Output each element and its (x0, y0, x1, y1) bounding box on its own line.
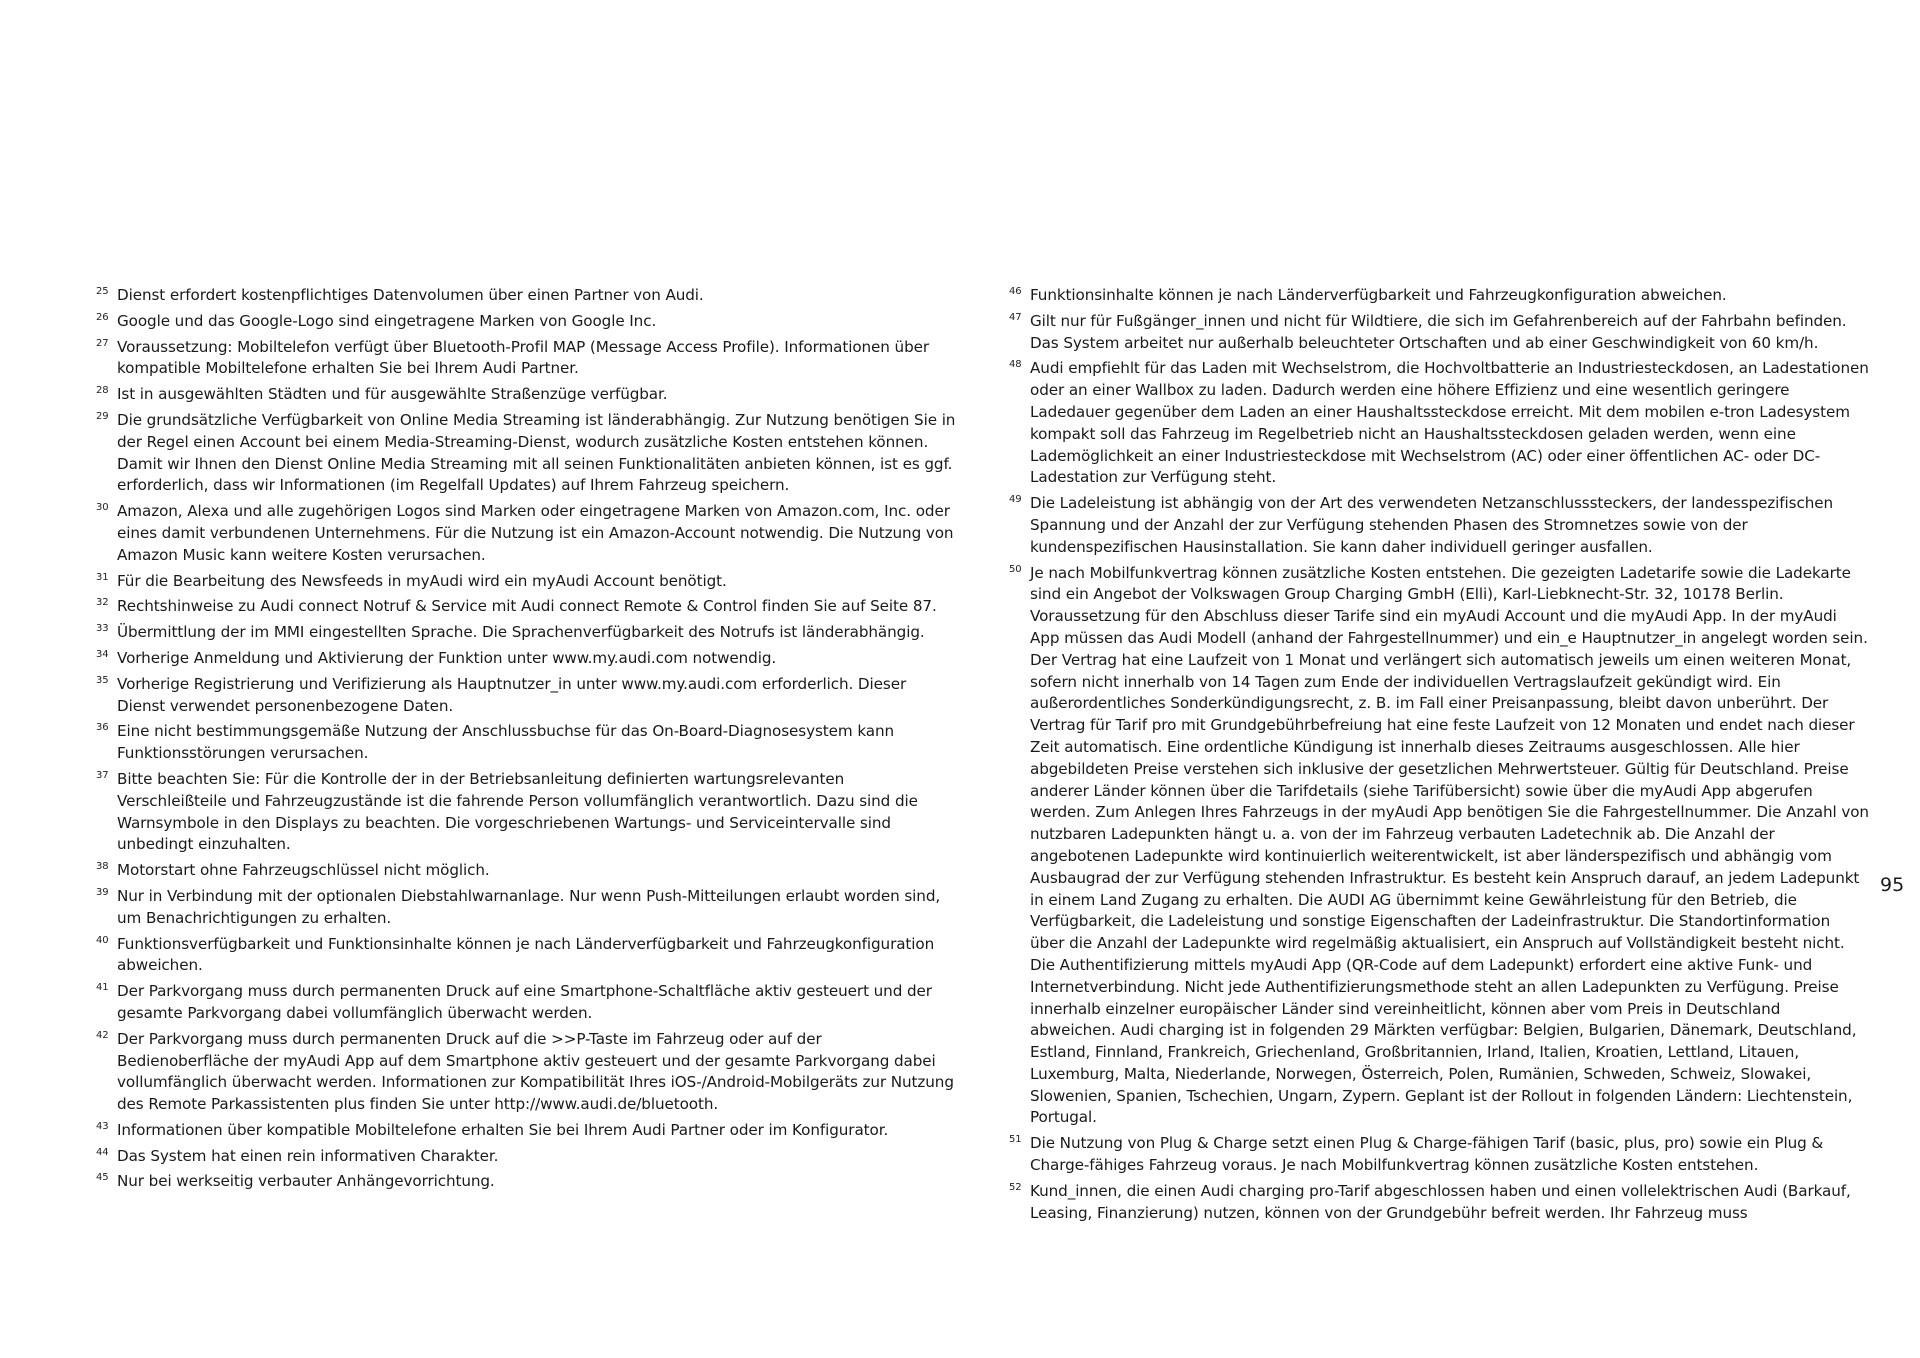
footnote-number: 41 (96, 982, 109, 994)
footnote-number: 29 (96, 410, 109, 422)
footnote-text: Der Parkvorgang muss durch permanenten Druck auf die >>P-Taste im Fahrzeug oder auf der Bedienoberfläche der myAudi App auf dem Smartphone aktiv gesteuert und der gesamte Parkvorgang dabei vollumfänglich überwacht werden. Informationen zur Kompatibilität Ihres iOS-/Android-Mobilgeräts zur Nutzung des Remote Parkassistenten plus finden Sie unter http://www.audi.de/bluetooth. (117, 1029, 954, 1114)
footnote-text: Vorherige Registrierung und Verifizierung als Hauptnutzer_in unter www.my.audi.com erforderlich. Dieser Dienst verwendet personenbezogene Daten. (117, 674, 907, 715)
footnote-46 (1009, 285, 1869, 307)
footnote-number: 48 (1009, 359, 1022, 371)
footnote-number: 51 (1009, 1134, 1022, 1146)
footnote-text: Eine nicht bestimmungsgemäße Nutzung der Anschlussbuchse für das On-Board-Diagnosesystem kann Funktionsstörungen verursachen. (117, 722, 895, 763)
footnote-number: 49 (1009, 494, 1022, 506)
footnote-text: Funktionsverfügbarkeit und Funktionsinhalte können je nach Länderverfügbarkeit und Fahrzeugkonfiguration abweichen. (117, 934, 935, 975)
footnote-number: 43 (96, 1120, 109, 1132)
footnote-47 (1009, 311, 1869, 355)
footnote-51 (1009, 1133, 1869, 1177)
footnote-text: Je nach Mobilfunkvertrag können zusätzliche Kosten entstehen. Die gezeigten Ladetarife sowie die Ladekarte sind ein Angebot der Volkswagen Group Charging GmbH (Elli), Karl-Liebknecht-Str. 32, 10178 Berlin. Voraussetzung für den Abschluss dieser Tarife sind ein myAudi Account und die myAudi App. In der myAudi App müssen das Audi Modell (anhand der Fahrgestellnummer) und ein_e Hauptnutzer_in angelegt worden sein. Der Vertrag hat eine Laufzeit von 1 Monat und verlängert sich automatisch jeweils um einen weiteren Monat, sofern nicht innerhalb von 14 Tagen zum Ende der individuellen Vertragslaufzeit gekündigt wird. Ein außerordentliches Sonderkündigungsrecht, z. B. im Fall einer Preisanpassung, bleibt davon unberührt. Der Vertrag für Tarif pro mit Grundgebührbefreiung hat eine feste Laufzeit von 12 Monaten und endet nach dieser Zeit automatisch. Eine ordentliche Kündigung ist innerhalb dieses Zeitraums ausgeschlossen. Alle hier abgebildeten Preise verstehen sich inklusive der gesetzlichen Mehrwertsteuer. Gültig für Deutschland. Preise anderer Länder können über die Tarifdetails (siehe Tarifübersicht) sowie über die myAudi App abgerufen werden. Zum Anlegen Ihres Fahrzeugs in der myAudi App benötigen Sie die Fahrgestellnummer. Die Anzahl von nutzbaren Ladepunkten hängt u. a. von der im Fahrzeug verbauten Ladetechnik ab. Die Anzahl der angebotenen Ladepunkte wird kontinuierlich weiterentwickelt, ist aber länderspezifisch und abhängig vom Ausbaugrad der zur Verfügung stehenden Infrastruktur. Es besteht kein Anspruch darauf, an jedem Ladepunkt in einem Land Zugang zu erhalten. Die AUDI AG übernimmt keine Gewährleistung für den Betrieb, die Verfügbarkeit, die Ladeleistung und sonstige Eigenschaften der Ladeinfrastruktur. Die Standortinformation über die Anzahl der Ladepunkte wird regelmäßig aktualisiert, ein Anspruch auf Vollständigkeit besteht nicht. Die Authentifizierung mittels myAudi App (QR-Code auf dem Ladepunkt) erfordert eine aktive Funk- und Internetverbindung. Nicht jede Authentifizierungsmethode steht an allen Ladepunkten zu Verfügung. Preise innerhalb einzelner europäischer Länder sind vereinheitlicht, können aber vom Preis in Deutschland abweichen. Audi charging ist in folgenden 29 Märkten verfügbar: Belgien, Bulgarien, Dänemark, Deutschland, Estland, Finnland, Frankreich, Griechenland, Großbritannien, Irland, Italien, Kroatien, Lettland, Litauen, Luxemburg, Malta, Niederlande, Norwegen, Österreich, Polen, Rumänien, Schweden, Schweiz, Slowakei, Slowenien, Spanien, Tschechien, Ungarn, Zypern. Geplant ist der Rollout in folgenden Ländern: Liechtenstein, Portugal. (1030, 563, 1869, 1127)
footnote-text: Übermittlung der im MMI eingestellten Sprache. Die Sprachenverfügbarkeit des Notrufs ist länderabhängig. (117, 623, 925, 642)
footnote-text: Vorherige Anmeldung und Aktivierung der Funktion unter www.my.audi.com notwendig. (117, 648, 777, 667)
footnote-number: 47 (1009, 311, 1022, 323)
footnote-number: 45 (96, 1172, 109, 1184)
footnote-number: 50 (1009, 563, 1022, 575)
footnote-text: Die Nutzung von Plug & Charge setzt einen Plug & Charge-fähigen Tarif (basic, plus, pro) sowie ein Plug & Charge-fähiges Fahrzeug voraus. Je nach Mobilfunkvertrag können zusätzliche Kosten entstehen. (1030, 1134, 1824, 1175)
footnote-number: 31 (96, 571, 109, 583)
footnote-31 (96, 571, 956, 593)
footnote-number: 36 (96, 722, 109, 734)
footnote-text: Rechtshinweise zu Audi connect Notruf & Service mit Audi connect Remote & Control finden Sie auf Seite 87. (117, 597, 937, 616)
footnote-text: Audi empfiehlt für das Laden mit Wechselstrom, die Hochvoltbatterie an Industriesteckdosen, an Ladestationen oder an einer Wallbox zu laden. Dadurch werden eine höhere Effizienz und eine wesentlich geringere Ladedauer gegenüber dem Laden an einer Haushaltssteckdose erreicht. Mit dem mobilen e-tron Ladesystem kompakt soll das Fahrzeug im Regelbetrieb nicht an Haushaltssteckdosen geladen werden, wenn eine Lademöglichkeit an einer Industriesteckdose mit Wechselstrom (AC) oder einer öffentlichen AC- oder DC-Ladestation zur Verfügung steht. (1030, 359, 1869, 487)
footnote-52 (1009, 1181, 1869, 1225)
footnote-text: Ist in ausgewählten Städten und für ausgewählte Straßenzüge verfügbar. (117, 385, 668, 404)
footnote-number: 30 (96, 502, 109, 514)
footnote-text: Kund_innen, die einen Audi charging pro-Tarif abgeschlossen haben und einen vollelektrischen Audi (Barkauf, Leasing, Finanzierung) nutzen, können von der Grundgebühr befreit werden. Ihr Fahrzeug muss (1030, 1181, 1851, 1222)
footnote-number: 35 (96, 674, 109, 686)
footnote-number: 40 (96, 934, 109, 946)
footnote-number: 42 (96, 1029, 109, 1041)
footnote-50 (1009, 563, 1869, 1130)
footnote-30 (96, 501, 956, 566)
footnote-text: Nur bei werkseitig verbauter Anhängevorrichtung. (117, 1172, 495, 1191)
footnote-35 (96, 674, 956, 718)
footnote-38 (96, 860, 956, 882)
footnote-49 (1009, 493, 1869, 558)
footnote-33 (96, 622, 956, 644)
footnote-text: Amazon, Alexa und alle zugehörigen Logos sind Marken oder eingetragene Marken von Amazon.com, Inc. oder eines damit verbundenen Unternehmens. Für die Nutzung ist ein Amazon-Account notwendig. Die Nutzung von Amazon Music kann weitere Kosten verursachen. (117, 502, 954, 564)
footnote-25 (96, 285, 956, 307)
footnote-text: Die grundsätzliche Verfügbarkeit von Online Media Streaming ist länderabhängig. Zur Nutzung benötigen Sie in der Regel einen Account bei einem Media-Streaming-Dienst, wodurch zusätzliche Kosten entstehen können. Damit wir Ihnen den Dienst Online Media Streaming mit all seinen Funktionalitäten anbieten können, ist es ggf. erforderlich, dass wir Informationen (im Regelfall Updates) auf Ihrem Fahrzeug speichern. (117, 410, 956, 495)
footnote-34 (96, 648, 956, 670)
footnote-number: 39 (96, 886, 109, 898)
footnote-45 (96, 1171, 956, 1193)
footnote-26 (96, 311, 956, 333)
page-number: 95 (1880, 874, 1905, 896)
footnote-number: 44 (96, 1146, 109, 1158)
footnote-37 (96, 769, 956, 856)
footnote-number: 34 (96, 648, 109, 660)
footnote-number: 26 (96, 311, 109, 323)
footnote-48 (1009, 358, 1869, 489)
footnote-text: Das System hat einen rein informativen Charakter. (117, 1146, 499, 1165)
footnote-40 (96, 934, 956, 978)
footnote-text: Funktionsinhalte können je nach Länderverfügbarkeit und Fahrzeugkonfiguration abweichen. (1030, 286, 1727, 304)
footnote-42 (96, 1029, 956, 1116)
footnote-36 (96, 721, 956, 765)
footnote-text: Dienst erfordert kostenpflichtiges Datenvolumen über einen Partner von Audi. (117, 286, 704, 304)
footnote-number: 25 (96, 286, 109, 297)
footnote-text: Die Ladeleistung ist abhängig von der Art des verwendeten Netzanschlusssteckers, der landesspezifischen Spannung und der Anzahl der zur Verfügung stehenden Phasen des Stromnetzes sowie von der kundenspezifischen Hausinstallation. Sie kann daher individuell geringer ausfallen. (1030, 494, 1834, 556)
footnote-text: Motorstart ohne Fahrzeugschlüssel nicht möglich. (117, 861, 490, 880)
footnote-text: Der Parkvorgang muss durch permanenten Druck auf eine Smartphone-Schaltfläche aktiv gesteuert und der gesamte Parkvorgang dabei vollumfänglich überwacht werden. (117, 982, 932, 1022)
footnotes-left-column (96, 285, 956, 1197)
footnote-28 (96, 384, 956, 406)
footnote-41 (96, 981, 956, 1025)
footnotes-right-column (1009, 285, 1869, 1228)
footnote-number: 32 (96, 597, 109, 609)
footnote-number: 46 (1009, 286, 1022, 297)
footnote-number: 52 (1009, 1181, 1022, 1193)
footnote-number: 37 (96, 769, 109, 781)
footnote-number: 28 (96, 385, 109, 397)
footnote-number: 27 (96, 337, 109, 349)
footnote-44 (96, 1146, 956, 1168)
footnote-text: Für die Bearbeitung des Newsfeeds in myAudi wird ein myAudi Account benötigt. (117, 571, 727, 590)
footnote-number: 33 (96, 623, 109, 635)
footnote-39 (96, 886, 956, 930)
footnote-number: 38 (96, 861, 109, 873)
footnote-27 (96, 337, 956, 381)
footnote-text: Gilt nur für Fußgänger_innen und nicht für Wildtiere, die sich im Gefahrenbereich auf der Fahrbahn befinden. Das System arbeitet nur außerhalb beleuchteter Ortschaften und ab einer Geschwindigkeit von 60 km/h. (1030, 311, 1847, 352)
footnote-text: Nur in Verbindung mit der optionalen Diebstahlwarnanlage. Nur wenn Push-Mitteilungen erlaubt worden sind, um Benachrichtigungen zu erhalten. (117, 886, 941, 927)
footnote-29 (96, 410, 956, 497)
footnote-text: Voraussetzung: Mobiltelefon verfügt über Bluetooth-Profil MAP (Message Access Profile). Informationen über kompatible Mobiltelefone erhalten Sie bei Ihrem Audi Partner. (117, 337, 929, 378)
footnote-text: Informationen über kompatible Mobiltelefone erhalten Sie bei Ihrem Audi Partner oder im Konfigurator. (117, 1120, 889, 1139)
footnote-32 (96, 596, 956, 618)
footnote-text: Bitte beachten Sie: Für die Kontrolle der in der Betriebsanleitung definierten wartungsrelevanten Verschleißteile und Fahrzeugzustände ist die fahrende Person vollumfänglich verantwortlich. Dazu sind die Warnsymbole in den Displays zu beachten. Die vorgeschriebenen Wartungs- und Serviceintervalle sind unbedingt einzuhalten. (117, 769, 918, 854)
footnote-text: Google und das Google-Logo sind eingetragene Marken von Google Inc. (117, 311, 657, 330)
footnote-43 (96, 1120, 956, 1142)
